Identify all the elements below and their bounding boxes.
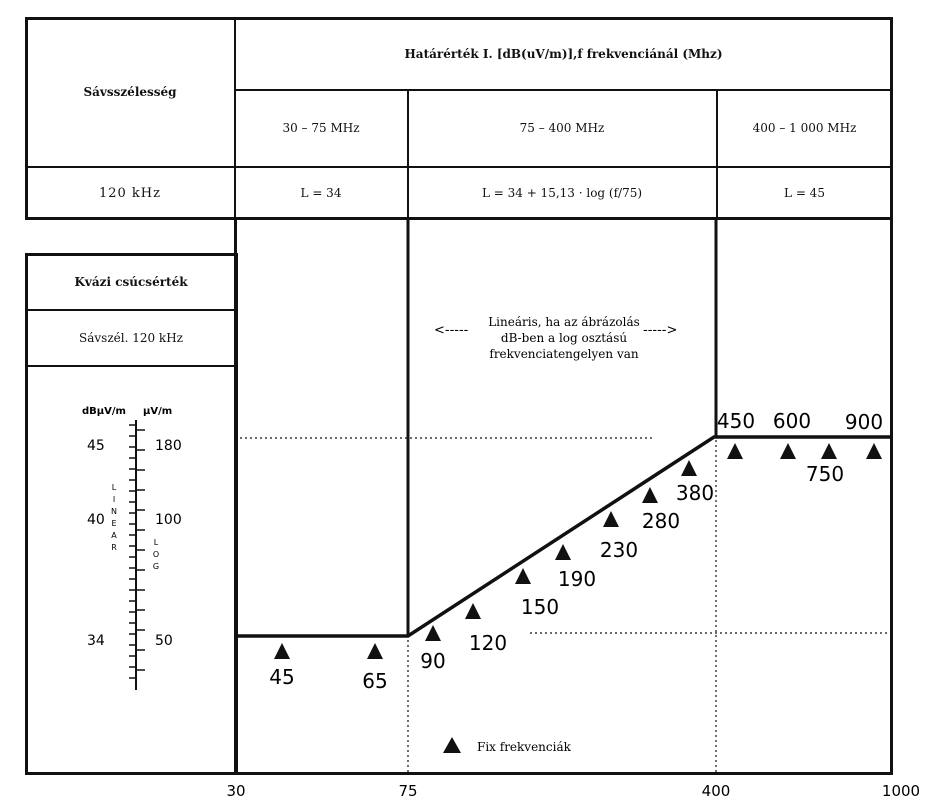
formula-75-400: L = 34 + 15,13 · log (f/75) bbox=[481, 186, 643, 200]
scale-left-unit: dBμV/m bbox=[82, 406, 126, 417]
legend-triangle-icon bbox=[443, 737, 461, 753]
frequency-marker-triangle-icon bbox=[274, 643, 290, 659]
frequency-marker-triangle-icon bbox=[866, 443, 882, 459]
x-axis-label-75: 75 bbox=[398, 782, 418, 800]
log-letter: G bbox=[152, 562, 160, 571]
frequency-marker-triangle-icon bbox=[681, 460, 697, 476]
limit-title: Határérték I. [dB(uV/m)],f frekvenciánál (Mhz) bbox=[404, 46, 723, 61]
frequency-marker-triangle-icon bbox=[727, 443, 743, 459]
frequency-marker-triangle-icon bbox=[465, 603, 481, 619]
frequency-marker-label: 150 bbox=[520, 595, 560, 619]
scale-left-tick-45: 45 bbox=[87, 438, 105, 454]
linear-letter: E bbox=[111, 519, 117, 528]
frequency-marker-triangle-icon bbox=[555, 544, 571, 560]
frequency-marker-triangle-icon bbox=[780, 443, 796, 459]
frequency-marker-label: 280 bbox=[641, 509, 681, 533]
frequency-marker-label: 900 bbox=[844, 410, 884, 434]
annotation-line-3: frekvenciatengelyen van bbox=[489, 347, 639, 361]
scale-ticks bbox=[129, 420, 145, 690]
scale-right-unit: μV/m bbox=[143, 406, 173, 417]
log-letter: L bbox=[153, 538, 159, 547]
annotation-line-1: Lineáris, ha az ábrázolás bbox=[488, 315, 640, 329]
range-75-400: 75 – 400 MHz bbox=[519, 121, 605, 135]
formula-400-1000: L = 45 bbox=[784, 186, 825, 200]
log-vertical-label bbox=[153, 538, 159, 571]
linear-letter: I bbox=[112, 495, 116, 504]
formula-30-75: L = 34 bbox=[300, 186, 342, 200]
annotation-line-2: dB-ben a log osztású bbox=[500, 331, 628, 345]
linear-letter: N bbox=[111, 507, 117, 516]
fixed-frequency-markers bbox=[269, 409, 883, 693]
linear-letter: A bbox=[111, 531, 117, 540]
frequency-marker-label: 750 bbox=[805, 462, 845, 486]
linear-letter: L bbox=[111, 483, 117, 492]
scale-right-tick-100: 100 bbox=[155, 512, 182, 528]
left-bandwidth-label: Sávszél. 120 kHz bbox=[79, 330, 183, 345]
frequency-marker-label: 190 bbox=[557, 567, 597, 591]
scale-right-tick-180: 180 bbox=[155, 438, 182, 454]
bandwidth-value: 120 kHz bbox=[98, 185, 161, 201]
scale-left-tick-40: 40 bbox=[87, 512, 105, 528]
limit-line bbox=[236, 437, 891, 636]
linear-vertical-label bbox=[111, 483, 117, 552]
linear-letter: R bbox=[111, 543, 117, 552]
frequency-marker-label: 380 bbox=[675, 481, 715, 505]
frequency-marker-triangle-icon bbox=[821, 443, 837, 459]
x-axis-label-400: 400 bbox=[701, 782, 731, 800]
log-letter: O bbox=[152, 550, 160, 559]
frequency-marker-triangle-icon bbox=[603, 511, 619, 527]
frequency-marker-label: 45 bbox=[269, 665, 295, 689]
frequency-marker-label: 450 bbox=[716, 409, 756, 433]
scale-right-tick-50: 50 bbox=[155, 633, 173, 649]
frequency-marker-label: 120 bbox=[468, 631, 508, 655]
legend-label: Fix frekvenciák bbox=[477, 740, 571, 754]
annotation-arrow-left: <----- bbox=[434, 323, 469, 338]
detector-label: Kvázi csúcsérték bbox=[74, 275, 188, 289]
range-400-1000: 400 – 1 000 MHz bbox=[752, 121, 857, 135]
range-30-75: 30 – 75 MHz bbox=[282, 121, 360, 135]
frequency-marker-label: 65 bbox=[362, 669, 388, 693]
annotation-arrow-right: -----> bbox=[643, 323, 678, 338]
frequency-marker-triangle-icon bbox=[367, 643, 383, 659]
frequency-marker-triangle-icon bbox=[425, 625, 441, 641]
frequency-marker-label: 90 bbox=[420, 649, 446, 673]
x-axis-label-1000: 1000 bbox=[881, 782, 921, 800]
x-axis-label-30: 30 bbox=[226, 782, 246, 800]
frequency-marker-label: 600 bbox=[772, 409, 812, 433]
bandwidth-header: Sávsszélesség bbox=[83, 85, 177, 99]
frequency-marker-label: 230 bbox=[599, 538, 639, 562]
scale-left-tick-34: 34 bbox=[87, 633, 105, 649]
frequency-marker-triangle-icon bbox=[642, 487, 658, 503]
frequency-marker-triangle-icon bbox=[515, 568, 531, 584]
